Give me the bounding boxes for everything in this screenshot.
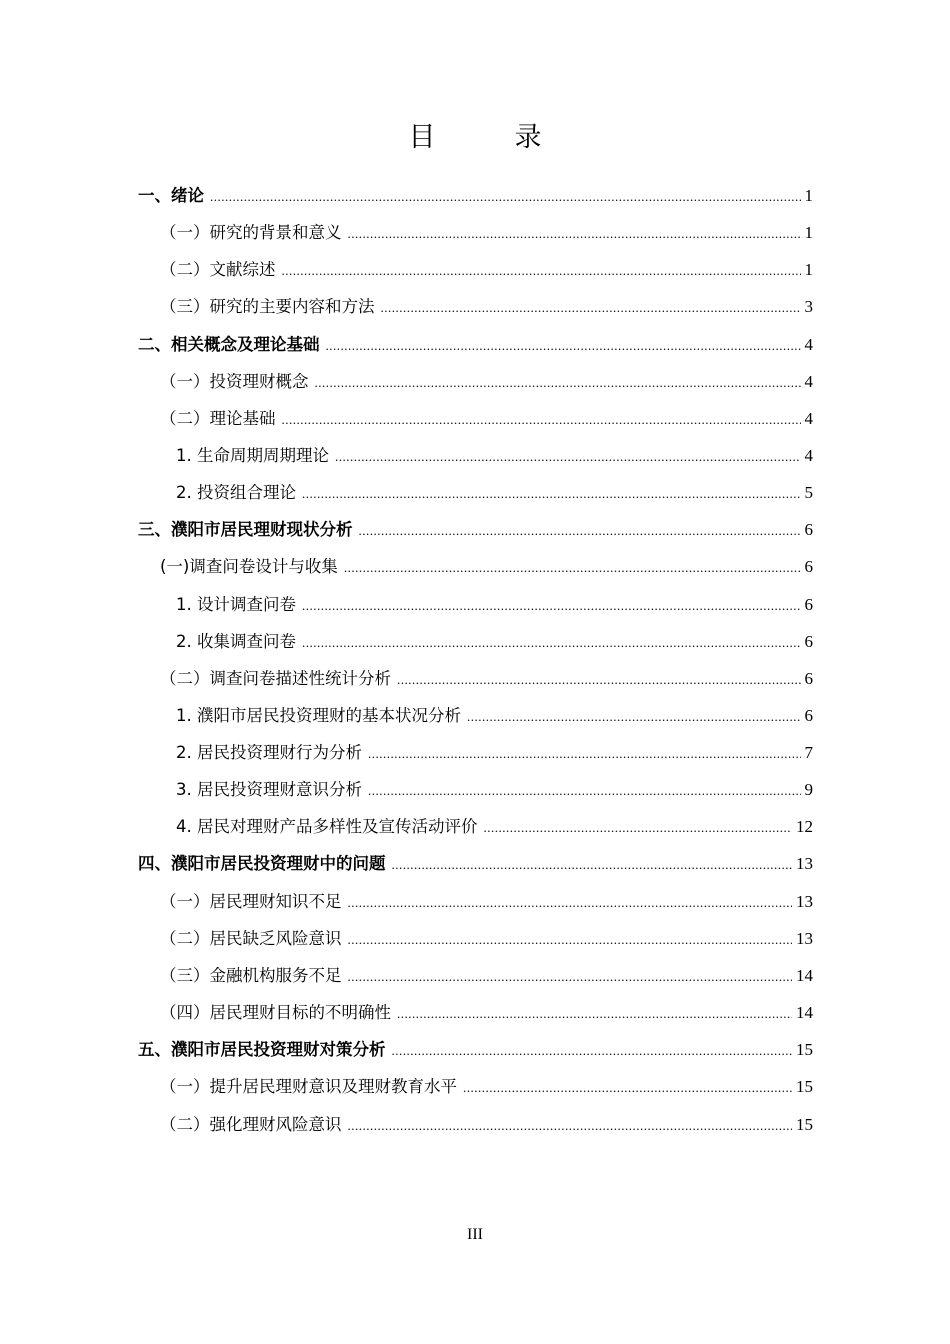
toc-leader-dots (315, 364, 801, 401)
toc-entry[interactable] (138, 326, 813, 363)
toc-entry-label: （二）居民缺乏风险意识 (160, 929, 342, 948)
toc-entry-page: 6 (804, 632, 813, 651)
toc-entry[interactable] (160, 994, 813, 1031)
toc-entry-label: (一)调查问卷设计与收集 (160, 557, 338, 576)
toc-entry-label: （三）研究的主要内容和方法 (160, 297, 375, 316)
toc-entry[interactable] (176, 734, 813, 771)
toc-entry[interactable] (176, 623, 813, 660)
toc-entry-page: 14 (796, 966, 813, 985)
toc-entry-label: 一、绪论 (138, 186, 204, 205)
toc-leader-dots (348, 215, 801, 252)
toc-leader-dots (397, 995, 792, 1032)
toc-leader-dots (348, 884, 793, 921)
page-number-footer: III (467, 1226, 483, 1243)
toc-entry-label: （一）投资理财概念 (160, 372, 309, 391)
toc-entry-label: 四、濮阳市居民投资理财中的问题 (138, 854, 386, 873)
toc-entry-page: 6 (804, 669, 813, 688)
toc-entry[interactable] (160, 363, 813, 400)
toc-entry[interactable] (160, 251, 813, 288)
toc-entry-page: 1 (804, 260, 813, 279)
toc-entry-page: 5 (804, 483, 813, 502)
toc-entry-page: 7 (804, 743, 813, 762)
toc-entry[interactable] (176, 437, 813, 474)
toc-entry-label: 三、濮阳市居民理财现状分析 (138, 520, 353, 539)
toc-entry-label: （二）文献综述 (160, 260, 276, 279)
toc-entry-label: （二）理论基础 (160, 409, 276, 428)
toc-entry-label: （一）研究的背景和意义 (160, 223, 342, 242)
toc-entry-label: （二）调查问卷描述性统计分析 (160, 669, 391, 688)
toc-entry[interactable] (160, 920, 813, 957)
toc-entry-page: 1 (804, 186, 813, 205)
toc-entry-page: 13 (796, 854, 813, 873)
toc-entry-label: （一）提升居民理财意识及理财教育水平 (160, 1077, 457, 1096)
toc-leader-dots (359, 512, 801, 549)
toc-entry-page: 3 (804, 297, 813, 316)
toc-leader-dots (302, 475, 801, 512)
toc-leader-dots (467, 698, 801, 735)
toc-entry[interactable] (160, 660, 813, 697)
toc-entry[interactable] (160, 400, 813, 437)
toc-leader-dots (397, 661, 801, 698)
toc-leader-dots (282, 401, 801, 438)
toc-entry[interactable] (138, 511, 813, 548)
toc-leader-dots (348, 921, 793, 958)
toc-entry-page: 13 (796, 929, 813, 948)
toc-entry-page: 4 (804, 335, 813, 354)
toc-entry[interactable] (160, 1106, 813, 1143)
toc-entry-label: 1. 生命周期周期理论 (176, 446, 329, 465)
toc-entry[interactable] (160, 548, 813, 585)
toc-entry[interactable] (176, 771, 813, 808)
toc-leader-dots (484, 809, 793, 846)
toc-entry-label: 2. 居民投资理财行为分析 (176, 743, 362, 762)
toc-entry-page: 9 (804, 780, 813, 799)
toc-entry-label: 1. 设计调查问卷 (176, 595, 296, 614)
toc-entry-page: 13 (796, 892, 813, 911)
toc-leader-dots (392, 1032, 793, 1069)
toc-entry[interactable] (160, 957, 813, 994)
toc-entry[interactable] (138, 1031, 813, 1068)
toc-entry[interactable] (160, 214, 813, 251)
toc-entry-label: （四）居民理财目标的不明确性 (160, 1003, 391, 1022)
toc-leader-dots (381, 289, 801, 326)
toc-entry-page: 15 (796, 1115, 813, 1134)
toc-leader-dots (344, 549, 801, 586)
toc-leader-dots (282, 252, 801, 289)
toc-entry-page: 6 (804, 595, 813, 614)
toc-entry[interactable] (160, 288, 813, 325)
toc-leader-dots (348, 958, 793, 995)
toc-leader-dots (210, 178, 801, 215)
toc-entry-page: 6 (804, 520, 813, 539)
toc-leader-dots (368, 772, 801, 809)
toc-leader-dots (302, 624, 801, 661)
toc-leader-dots (392, 846, 793, 883)
toc-leader-dots (463, 1069, 792, 1106)
toc-entry[interactable] (176, 808, 813, 845)
toc-entry-label: 五、濮阳市居民投资理财对策分析 (138, 1040, 386, 1059)
toc-entry-label: 4. 居民对理财产品多样性及宣传活动评价 (176, 817, 478, 836)
page-title: 目 录 (408, 122, 568, 153)
toc-entry-page: 12 (796, 817, 813, 836)
toc-entry[interactable] (138, 845, 813, 882)
toc-entry-label: （二）强化理财风险意识 (160, 1115, 342, 1134)
toc-entry[interactable] (138, 177, 813, 214)
toc-entry-page: 4 (804, 446, 813, 465)
toc-entry-page: 4 (804, 372, 813, 391)
toc-entry-label: 2. 收集调查问卷 (176, 632, 296, 651)
toc-entry[interactable] (176, 474, 813, 511)
toc-entry-label: （三）金融机构服务不足 (160, 966, 342, 985)
toc-entry-label: 二、相关概念及理论基础 (138, 335, 320, 354)
toc-entry-label: 1. 濮阳市居民投资理财的基本状况分析 (176, 706, 461, 725)
toc-entry-page: 15 (796, 1077, 813, 1096)
toc-leader-dots (368, 735, 801, 772)
toc-entry-page: 1 (804, 223, 813, 242)
toc-leader-dots (326, 327, 801, 364)
toc-entry-label: 3. 居民投资理财意识分析 (176, 780, 362, 799)
toc-leader-dots (348, 1107, 793, 1144)
toc-entry-label: （一）居民理财知识不足 (160, 892, 342, 911)
toc-entry-page: 6 (804, 706, 813, 725)
toc-entry-page: 15 (796, 1040, 813, 1059)
toc-entry[interactable] (176, 697, 813, 734)
toc-entry[interactable] (160, 883, 813, 920)
toc-leader-dots (302, 587, 801, 624)
toc-entry-page: 6 (804, 557, 813, 576)
toc-entry-page: 14 (796, 1003, 813, 1022)
toc-entry[interactable] (160, 1068, 813, 1105)
toc-entry[interactable] (176, 586, 813, 623)
toc-entry-label: 2. 投资组合理论 (176, 483, 296, 502)
toc-leader-dots (335, 438, 801, 475)
toc-entry-page: 4 (804, 409, 813, 428)
